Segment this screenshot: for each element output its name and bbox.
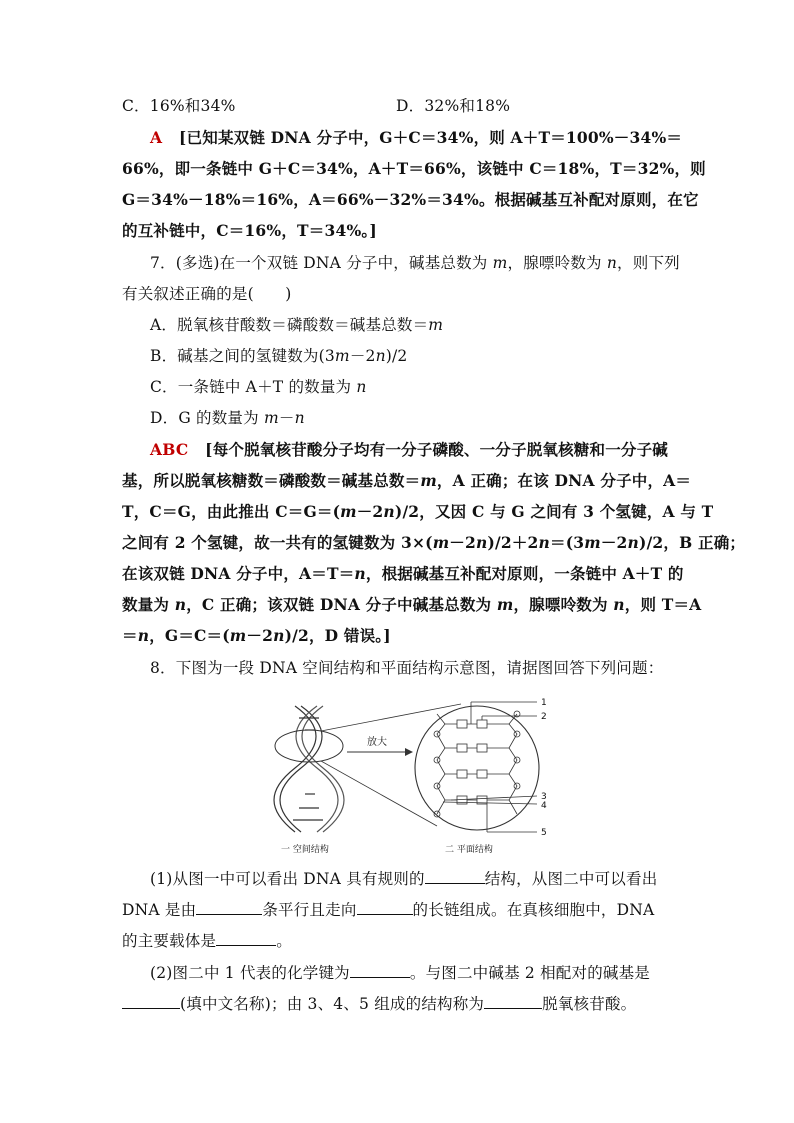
- q7-answer-text: 数量为: [122, 595, 175, 614]
- q7-option-text: A．脱氧核苷酸数＝磷酸数＝碱基总数＝: [150, 316, 429, 334]
- var-m: m: [340, 502, 357, 521]
- answer-blank[interactable]: [484, 994, 542, 1009]
- q7-answer-text: )/2＋2: [487, 533, 539, 552]
- q7-answer-key: ABC: [150, 440, 189, 459]
- var-m: m: [428, 316, 444, 334]
- answer-blank[interactable]: [196, 900, 262, 915]
- var-n: n: [294, 409, 305, 427]
- q7-answer-text: ，C 正确；该双链 DNA 分子中碱基总数为: [186, 595, 497, 614]
- answer-blank[interactable]: [350, 963, 410, 978]
- q6-answer-key: A: [150, 128, 163, 147]
- q8-part1-line-1: [150, 869, 657, 889]
- q6-answer-line-1: [150, 128, 682, 148]
- q7-option-text: －2: [349, 347, 376, 365]
- q8-text: DNA 是由: [122, 901, 197, 919]
- magnify-arrowhead: [405, 748, 413, 756]
- q8-text: 条平行且走向: [262, 901, 357, 919]
- var-n: n: [174, 595, 187, 614]
- q7-answer-text: )/2，B 正确；: [639, 533, 746, 552]
- q7-answer-text: )/2，D 错误。]: [284, 626, 391, 645]
- var-n: n: [606, 254, 618, 272]
- q7-answer-text: ，G＝C＝(: [149, 626, 230, 645]
- q7-answer-text: ，根据碱基互补配对原则，一条链中 A＋T 的: [365, 564, 684, 583]
- q8-text: 。与图二中碱基 2 相配对的碱基是: [409, 964, 650, 982]
- var-m: m: [584, 533, 601, 552]
- var-m: m: [432, 533, 450, 552]
- q8-part2-line-2: [122, 994, 636, 1014]
- q8-stem: 8．下图为一段 DNA 空间结构和平面结构示意图，请据图回答下列问题：: [150, 659, 664, 677]
- answer-blank[interactable]: [216, 931, 276, 946]
- double-helix-drawing: [274, 706, 344, 832]
- magnify-label: 放大: [367, 737, 387, 748]
- q7-answer-text: －2: [449, 533, 476, 552]
- dna-structure-figure: [265, 690, 565, 858]
- q7-answer-text: 在该双链 DNA 分子中，A＝T＝: [122, 564, 355, 583]
- figure-label-4: 4: [541, 801, 547, 811]
- q7-option-text: D．G 的数量为: [150, 409, 264, 427]
- var-m: m: [229, 626, 247, 645]
- q7-answer-text: [每个脱氧核苷酸分子均有一分子磷酸、一分子脱氧核糖和一分子碱: [205, 440, 668, 459]
- q8-part2-line-1: [150, 963, 650, 983]
- q8-text: 的主要载体是: [122, 932, 217, 950]
- q7-answer-text: ＝: [122, 626, 138, 645]
- var-n: n: [613, 595, 625, 614]
- q7-answer-text: －2: [246, 626, 274, 645]
- q7-answer-line-2: [122, 471, 691, 491]
- var-n: n: [356, 378, 367, 396]
- q8-text: 。: [276, 932, 292, 950]
- answer-blank[interactable]: [357, 900, 413, 915]
- q7-answer-text: ，A 正确；在该 DNA 分子中，A＝: [436, 471, 692, 490]
- q7-answer-line-7: [122, 626, 391, 646]
- answer-blank[interactable]: [425, 869, 485, 884]
- q7-option-text: )/2: [385, 347, 408, 365]
- q6-answer-line-4: 的互补链中，C＝16%，T＝34%。]: [122, 221, 377, 240]
- planar-structure-drawing: [434, 702, 537, 832]
- figure-caption-1: 一 空间结构: [281, 845, 329, 855]
- q7-answer-line-4: [122, 533, 745, 553]
- q7-option-c: [150, 377, 367, 397]
- q7-answer-text: －2: [356, 502, 384, 521]
- q8-text: (2)图二中 1 代表的化学键为: [150, 964, 350, 982]
- var-n: n: [475, 533, 488, 552]
- q7-answer-text: －2: [600, 533, 628, 552]
- q7-answer-text: ，腺嘌呤数为: [513, 595, 614, 614]
- q8-part1-line-3: [122, 931, 292, 951]
- q7-option-b: [150, 346, 408, 366]
- q6-answer-line-3: G＝34%－18%＝16%，A＝66%－32%＝34%。根据碱基互补配对原则，在它: [122, 190, 699, 209]
- var-n: n: [354, 564, 366, 583]
- q6-option-c: C．16%和34%: [122, 97, 236, 115]
- var-n: n: [538, 533, 551, 552]
- q8-text: (1)从图一中可以看出 DNA 具有规则的: [150, 870, 425, 888]
- var-n: n: [137, 626, 150, 645]
- q7-answer-text: ＝(3: [550, 533, 585, 552]
- figure-label-3: 3: [541, 792, 547, 802]
- q7-option-text: B．碱基之间的氢键数为(3: [150, 347, 335, 365]
- var-n: n: [383, 502, 395, 521]
- figure-label-1: 1: [541, 698, 547, 708]
- q7-stem-line-2: 有关叙述正确的是( ): [122, 285, 292, 303]
- q6-answer-text-1: [已知某双链 DNA 分子中，G＋C＝34%，则 A＋T＝100%－34%＝: [179, 128, 683, 147]
- q6-answer-line-2: 66%，即一条链中 G＋C＝34%，A＋T＝66%，该链中 C＝18%，T＝32%，则: [122, 159, 706, 178]
- q7-answer-line-6: [122, 595, 701, 615]
- figure-caption-2: 二 平面结构: [445, 845, 493, 855]
- answer-blank[interactable]: [122, 994, 180, 1009]
- var-n: n: [627, 533, 640, 552]
- q8-text: 脱氧核苷酸。: [542, 995, 637, 1013]
- var-n: n: [273, 626, 285, 645]
- q7-stem-text: ，则下列: [617, 254, 680, 272]
- q7-stem-text: 7．(多选)在一个双链 DNA 分子中，碱基总数为: [150, 254, 493, 272]
- figure-label-5: 5: [541, 828, 547, 838]
- q8-part1-line-2: [122, 900, 654, 920]
- q8-text: (填中文名称)；由 3、4、5 组成的结构称为: [180, 995, 485, 1013]
- var-m: m: [334, 347, 350, 365]
- q7-answer-text: T，C＝G，由此推出 C＝G＝(: [122, 502, 341, 521]
- figure-label-2: 2: [541, 712, 547, 722]
- q7-answer-line-3: [122, 502, 713, 522]
- q8-text: 的长链组成。在真核细胞中，DNA: [412, 901, 655, 919]
- q7-answer-text: ，则 T＝A: [624, 595, 702, 614]
- q8-text: 结构，从图二中可以看出: [484, 870, 658, 888]
- q7-option-a: [150, 315, 443, 335]
- q6-option-d: D．32%和18%: [396, 97, 511, 115]
- q7-answer-line-5: [122, 564, 684, 584]
- var-m: m: [263, 409, 279, 427]
- magnify-region-ellipse: [275, 730, 343, 762]
- q7-option-d: [150, 408, 305, 428]
- var-n: n: [375, 347, 386, 365]
- q7-answer-text: 基，所以脱氧核糖数＝磷酸数＝碱基总数＝: [122, 471, 421, 490]
- q7-option-text: －: [278, 409, 295, 427]
- q7-answer-text: )/2，又因 C 与 G 之间有 3 个氢键，A 与 T: [394, 502, 714, 521]
- q7-stem-line-1: [150, 253, 680, 273]
- q7-stem-text: ，腺嘌呤数为: [507, 254, 607, 272]
- q7-answer-line-1: [150, 440, 668, 460]
- var-m: m: [420, 471, 437, 490]
- var-m: m: [496, 595, 514, 614]
- q7-option-text: C．一条链中 A＋T 的数量为: [150, 378, 357, 396]
- var-m: m: [492, 254, 508, 272]
- q7-answer-text: 之间有 2 个氢键，故一共有的氢键数为 3×(: [122, 533, 433, 552]
